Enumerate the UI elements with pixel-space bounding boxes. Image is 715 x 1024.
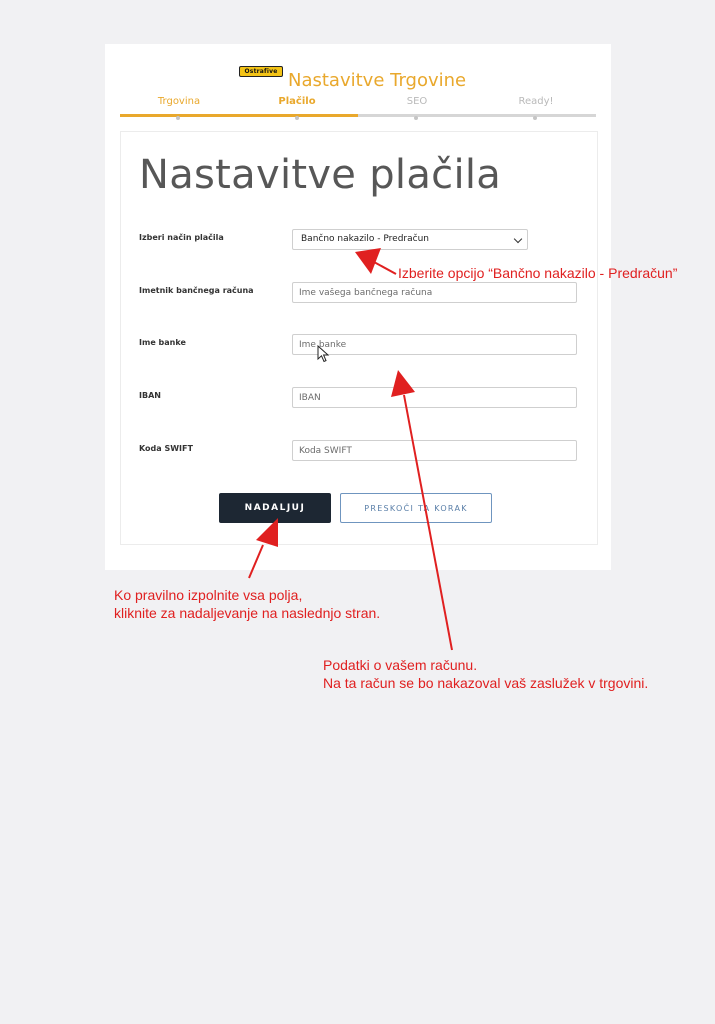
payment-method-label: Izberi način plačila (139, 233, 224, 242)
bank-name-label: Ime banke (139, 338, 186, 347)
swift-label: Koda SWIFT (139, 444, 193, 453)
select-hint: Izberite opcijo “Bančno nakazilo - Predračun” (398, 265, 678, 281)
skip-step-button[interactable]: PRESKOČI TA KORAK (340, 493, 492, 523)
step-trgovina[interactable]: Trgovina (157, 96, 201, 107)
arrow-to-continue (249, 545, 263, 578)
brand-logo: Ostrafive (239, 66, 283, 77)
continue-button[interactable]: NADALJUJ (219, 493, 331, 523)
account-hint-line2: Na ta račun se bo nakazoval vaš zaslužek v trgovini. (323, 675, 649, 691)
arrow-to-select (374, 262, 396, 274)
account-holder-label: Imetnik bančnega računa (139, 286, 254, 295)
iban-label: IBAN (139, 391, 161, 400)
account-hint-line1: Podatki o vašem računu. (323, 657, 478, 673)
step-ready[interactable]: Ready! (518, 96, 554, 107)
continue-hint-line1: Ko pravilno izpolnite vsa polja, (114, 587, 303, 603)
store-setup-title: Nastavitve Trgovine (288, 70, 467, 91)
page-title: Nastavitve plačila (139, 152, 502, 198)
arrow-to-account-fields (404, 395, 452, 650)
arrow-head-select (355, 248, 381, 274)
arrow-head-account (391, 370, 415, 397)
step-placilo[interactable]: Plačilo (278, 96, 316, 107)
payment-method-value: Bančno nakazilo - Predračun (301, 234, 429, 244)
step-seo[interactable]: SEO (406, 96, 428, 107)
arrow-head-continue (256, 518, 278, 547)
continue-hint-line2: kliknite za nadaljevanje na naslednjo stran. (114, 605, 381, 621)
